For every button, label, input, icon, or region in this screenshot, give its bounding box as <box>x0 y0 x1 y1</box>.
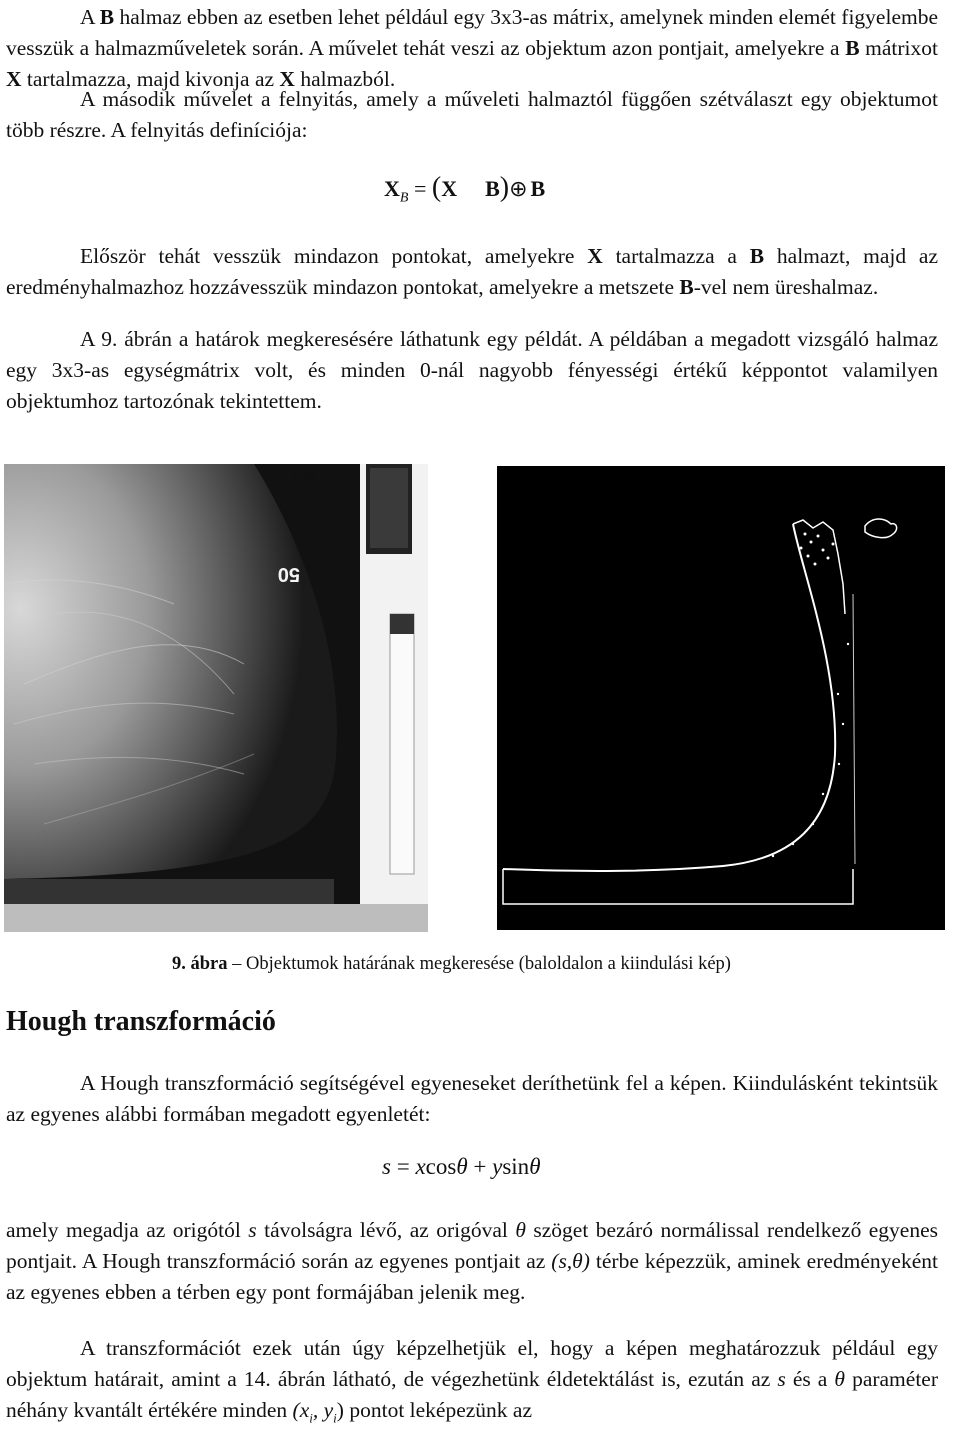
hough-formula: s = xcosθ + ysinθ <box>382 1154 541 1179</box>
label-ml: ML <box>285 465 316 490</box>
paragraph-4: A 9. ábrán a határok megkeresésére láthatunk egy példát. A példában a megadott vizsgáló halmaz egy 3x3-as egységmátrix volt, és minden 0-nál nagyobb fényességi értékű képpontot valamilyen objektumhoz tartozónak tekintettem. <box>6 327 938 413</box>
paragraph-7: A transzformációt ezek után úgy képzelhetjük el, hogy a képen meghatározzuk például egy objektum határait, amint a 14. ábrán látható, de végezhetünk éldetektálást is, ezután az s és a θ paraméter néhány kvantált értékére minden ($x_i$, $y_i$) pontot leképezünk az <box>6 1336 938 1426</box>
edge-detected-image <box>493 464 957 932</box>
paragraph-2: A második művelet a felnyitás, amely a műveleti halmaztól függően szétválaszt egy objektumot több részre. A felnyitás definíciója: <box>6 87 938 142</box>
paragraph-1: A B halmaz ebben az esetben lehet például egy 3x3-as mátrix, amelynek minden elemét figyelembe vesszük a halmazműveletek során. A művelet tehát veszi az objektum azon pontjait, amelyekre a B mátrixot X tartalmazza, majd kivonja az X halmazból. <box>6 5 938 91</box>
figure-caption: 9. ábra – Objektumok határának megkeresése (baloldalon a kiindulási kép) <box>172 954 731 974</box>
paragraph-3: Először tehát vesszük mindazon pontokat, amelyekre X tartalmazza a B halmazt, majd az eredményhalmazhoz hozzávesszük mindazon pontokat, amelyekre a metszete B-vel nem üreshalmaz. <box>6 244 938 299</box>
mammogram-image <box>4 464 428 932</box>
label-50: 50 <box>277 563 300 585</box>
section-heading: Hough transzformáció <box>6 1006 276 1037</box>
paragraph-5: A Hough transzformáció segítségével egyeneseket deríthetünk fel a képen. Kiindulásként tekintsük az egyenes alábbi formában megadott egyenletét: <box>6 1071 938 1126</box>
opening-formula: $X_B = (X$ B)⊕ B <box>384 172 546 206</box>
paragraph-6: amely megadja az origótól s távolságra lévő, az origóval θ szöget bezáró normálissal rendelkező egyenes pontjait. A Hough transzformáció során az egyenes pontjait az (s,θ) térbe képezzük, aminek eredményeként az egyenes ebben a térben egy pont formájában jelenik meg. <box>6 1218 939 1304</box>
